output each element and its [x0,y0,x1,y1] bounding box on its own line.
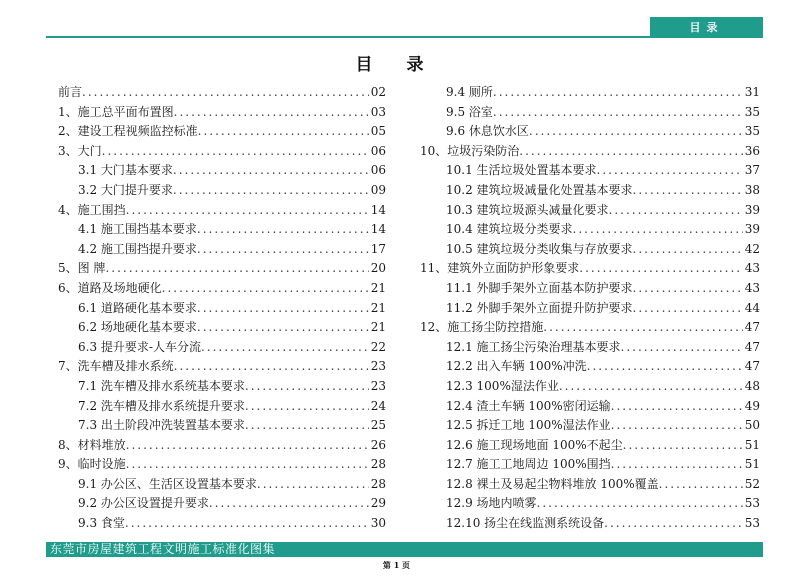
toc-entry[interactable] [420,397,760,417]
toc-leader-dots [174,103,369,123]
toc-entry-label: 12.5 拆迁工地 100%湿法作业 [446,418,611,433]
toc-entry-page: 21 [370,300,386,315]
toc-entry-page: 36 [744,143,760,158]
toc-entry-label: 12.8 裸土及易起尘物料堆放 100%覆盖 [446,476,659,491]
toc-leader-dots [245,397,369,417]
toc-entry-label: 7.3 出土阶段冲洗装置基本要求 [78,418,245,433]
toc-leader-dots [209,494,369,514]
toc-entry-page: 28 [370,476,386,491]
toc-leader-dots [609,201,743,221]
toc-leader-dots [197,318,369,338]
toc-leader-dots [623,436,743,456]
toc-entry[interactable] [420,220,760,240]
toc-entry-label: 8、材料堆放 [58,437,126,452]
toc-leader-dots [611,455,743,475]
toc-entry[interactable] [58,122,386,142]
toc-leader-dots [174,357,369,377]
toc-entry-page: 30 [370,516,386,531]
toc-entry[interactable] [420,83,760,103]
toc-entry[interactable] [420,377,760,397]
toc-entry-page: 23 [370,359,386,374]
toc-entry-page: 06 [370,163,386,178]
toc-entry[interactable] [58,103,386,123]
toc-entry-page: 38 [744,182,760,197]
toc-entry-page: 14 [370,202,386,217]
toc-entry-label: 10.4 建筑垃圾分类要求 [446,222,573,237]
toc-entry[interactable] [58,475,386,495]
toc-entry[interactable] [58,494,386,514]
toc-entry-page: 42 [744,241,760,256]
toc-entry-page: 44 [744,300,760,315]
toc-entry-page: 35 [744,124,760,139]
toc-leader-dots [573,220,743,240]
toc-entry-label: 10.1 生活垃圾处置基本要求 [446,163,597,178]
toc-entry-page: 20 [370,261,386,276]
toc-entry[interactable] [58,181,386,201]
toc-entry-page: 28 [370,457,386,472]
toc-entry-page: 23 [370,378,386,393]
toc-entry-label: 10、垃圾污染防治 [420,143,520,158]
toc-leader-dots [125,514,369,534]
toc-leader-dots [257,475,369,495]
header-tab: 目录 [650,17,763,38]
toc-column-left [58,83,386,534]
toc-entry-page: 51 [744,457,760,472]
toc-entry-label: 6.1 道路硬化基本要求 [78,300,197,315]
toc-entry-page: 05 [370,124,386,139]
toc-entry[interactable] [58,240,386,260]
toc-entry[interactable] [58,299,386,319]
toc-entry[interactable] [420,103,760,123]
footer-title: 东莞市房屋建筑工程文明施工标准化图集 [50,542,276,556]
toc-entry[interactable] [58,201,386,221]
toc-entry-page: 49 [744,398,760,413]
toc-entry-page: 09 [370,182,386,197]
toc-entry[interactable] [58,357,386,377]
toc-leader-dots [126,436,369,456]
toc-entry[interactable] [420,161,760,181]
toc-leader-dots [102,142,369,162]
toc-entry-label: 11、建筑外立面防护形象要求 [420,261,580,276]
toc-leader-dots [126,201,369,221]
page-number: 第 1 页 [382,560,411,570]
toc-entry-page: 21 [370,280,386,295]
toc-entry[interactable] [420,338,760,358]
toc-leader-dots [162,279,369,299]
toc-leader-dots [633,240,743,260]
toc-entry-page: 24 [370,398,386,413]
toc-entry[interactable] [58,377,386,397]
toc-leader-dots [198,122,369,142]
toc-entry-page: 14 [370,222,386,237]
toc-entry-label: 12.6 施工现场地面 100%不起尘 [446,437,623,452]
toc-leader-dots [537,494,743,514]
toc-entry[interactable] [58,397,386,417]
toc-entry[interactable] [420,357,760,377]
toc-entry-label: 10.3 建筑垃圾源头减量化要求 [446,202,609,217]
toc-entry-label: 6.2 场地硬化基本要求 [78,320,197,335]
toc-entry-page: 29 [370,496,386,511]
toc-entry-page: 02 [370,85,386,99]
toc-entry-page: 39 [744,202,760,217]
toc-leader-dots [587,357,743,377]
toc-entry-page: 25 [370,418,386,433]
toc-entry-label: 12、施工扬尘防控措施 [420,320,544,335]
toc-entry-page: 47 [744,320,760,335]
toc-leader-dots [579,259,742,279]
toc-leader-dots [173,161,369,181]
toc-leader-dots [493,83,743,103]
toc-entry[interactable] [420,279,760,299]
page-title: 目 录 [355,55,438,75]
toc-entry-label: 前言 [58,85,83,99]
toc-entry-label: 9.2 办公区设置提升要求 [78,496,209,511]
toc-leader-dots [197,240,369,260]
toc-entry-label: 12.2 出入车辆 100%冲洗 [446,359,587,374]
toc-entry[interactable] [58,259,386,279]
toc-leader-dots [173,181,369,201]
toc-entry[interactable] [58,514,386,534]
toc-leader-dots [621,338,743,358]
toc-entry[interactable] [420,436,760,456]
toc-entry-page: 50 [744,418,760,433]
toc-leader-dots [559,377,743,397]
toc-column-right [420,83,760,534]
toc-entry-label: 11.1 外脚手架外立面基本防护要求 [446,280,633,295]
toc-entry-page: 06 [370,143,386,158]
toc-entry-label: 2、建设工程视频监控标准 [58,124,198,139]
toc-entry-label: 10.5 建筑垃圾分类收集与存放要求 [446,241,633,256]
toc-entry-page: 39 [744,222,760,237]
toc-entry[interactable] [420,318,760,338]
toc-leader-dots [633,299,743,319]
toc-entry[interactable] [58,142,386,162]
toc-entry-label: 12.1 施工扬尘污染治理基本要求 [446,339,621,354]
toc-entry[interactable] [58,161,386,181]
toc-entry-label: 9.1 办公区、生活区设置基本要求 [78,476,257,491]
toc-entry-page: 17 [370,241,386,256]
toc-entry-label: 9、临时设施 [58,457,126,472]
toc-entry-page: 43 [744,280,760,295]
toc-entry[interactable] [420,259,760,279]
toc-entry-page: 47 [744,339,760,354]
toc-entry-label: 3.1 大门基本要求 [78,163,173,178]
toc-leader-dots [543,318,742,338]
toc-entry-page: 35 [744,104,760,119]
toc-entry[interactable] [420,455,760,475]
toc-entry-label: 12.4 渣土车辆 100%密闭运输 [446,398,611,413]
toc-entry[interactable] [420,514,760,534]
toc-entry-label: 7、洗车槽及排水系统 [58,359,174,374]
toc-leader-dots [659,475,743,495]
toc-entry-label: 4.1 施工围挡基本要求 [78,222,197,237]
toc-leader-dots [201,338,369,358]
toc-entry-page: 51 [744,437,760,452]
toc-entry-label: 6、道路及场地硬化 [58,280,162,295]
toc-entry-page: 03 [370,104,386,119]
toc-entry[interactable] [420,494,760,514]
toc-entry-page: 43 [744,261,760,276]
toc-entry-label: 12.7 施工工地周边 100%围挡 [446,457,611,472]
toc-entry-page: 47 [744,359,760,374]
toc-leader-dots [245,377,369,397]
toc-entry[interactable] [420,240,760,260]
toc-entry[interactable] [58,279,386,299]
toc-entry-label: 10.2 建筑垃圾减量化处置基本要求 [446,182,633,197]
toc-entry-label: 12.3 100%湿法作业 [446,378,559,393]
toc-entry-label: 3、大门 [58,143,102,158]
toc-entry-page: 37 [744,163,760,178]
toc-leader-dots [633,279,743,299]
toc-entry-label: 7.1 洗车槽及排水系统基本要求 [78,378,245,393]
toc-leader-dots [82,83,369,103]
toc-entry[interactable] [58,455,386,475]
toc-entry-page: 21 [370,320,386,335]
toc-entry[interactable] [420,181,760,201]
toc-entry[interactable] [420,122,760,142]
toc-entry-label: 7.2 洗车槽及排水系统提升要求 [78,398,245,413]
toc-entry[interactable] [420,475,760,495]
header-divider [46,36,763,38]
toc-entry[interactable] [58,83,386,103]
toc-leader-dots [604,514,743,534]
toc-entry-page: 26 [370,437,386,452]
toc-leader-dots [245,416,369,436]
toc-entry-label: 3.2 大门提升要求 [78,182,173,197]
toc-entry[interactable] [58,220,386,240]
toc-entry-label: 12.9 场地内喷雾 [446,496,537,511]
toc-entry-page: 53 [744,496,760,511]
toc-entry[interactable] [420,299,760,319]
toc-leader-dots [493,103,743,123]
toc-entry-label: 9.6 休息饮水区 [446,124,529,139]
toc-leader-dots [519,142,742,162]
toc-entry-label: 4.2 施工围挡提升要求 [78,241,197,256]
toc-entry[interactable] [420,416,760,436]
toc-leader-dots [633,181,743,201]
toc-entry-label: 6.3 提升要求-人车分流 [78,339,201,354]
toc-entry-label: 9.5 浴室 [446,104,493,119]
toc-entry[interactable] [420,201,760,221]
toc-entry-page: 48 [744,378,760,393]
toc-entry-page: 22 [370,339,386,354]
toc-leader-dots [197,220,369,240]
toc-entry-page: 31 [744,85,760,99]
toc-leader-dots [597,161,743,181]
toc-leader-dots [611,416,743,436]
toc-entry[interactable] [420,142,760,162]
toc-entry-label: 9.4 厕所 [446,85,493,99]
toc-entry-label: 12.10 扬尘在线监测系统设备 [446,516,605,531]
toc-entry-label: 9.3 食堂 [78,516,125,531]
toc-entry[interactable] [58,338,386,358]
toc-leader-dots [105,259,368,279]
toc-entry-page: 52 [744,476,760,491]
toc-entry-label: 4、施工围挡 [58,202,126,217]
toc-leader-dots [126,455,369,475]
toc-entry-label: 1、施工总平面布置图 [58,104,174,119]
toc-entry-page: 53 [744,516,760,531]
toc-entry[interactable] [58,436,386,456]
toc-entry[interactable] [58,416,386,436]
toc-leader-dots [529,122,743,142]
toc-leader-dots [197,299,369,319]
toc-leader-dots [611,397,743,417]
toc-entry-label: 11.2 外脚手架外立面提升防护要求 [446,300,633,315]
toc-entry[interactable] [58,318,386,338]
toc-entry-label: 5、图 牌 [58,261,106,276]
